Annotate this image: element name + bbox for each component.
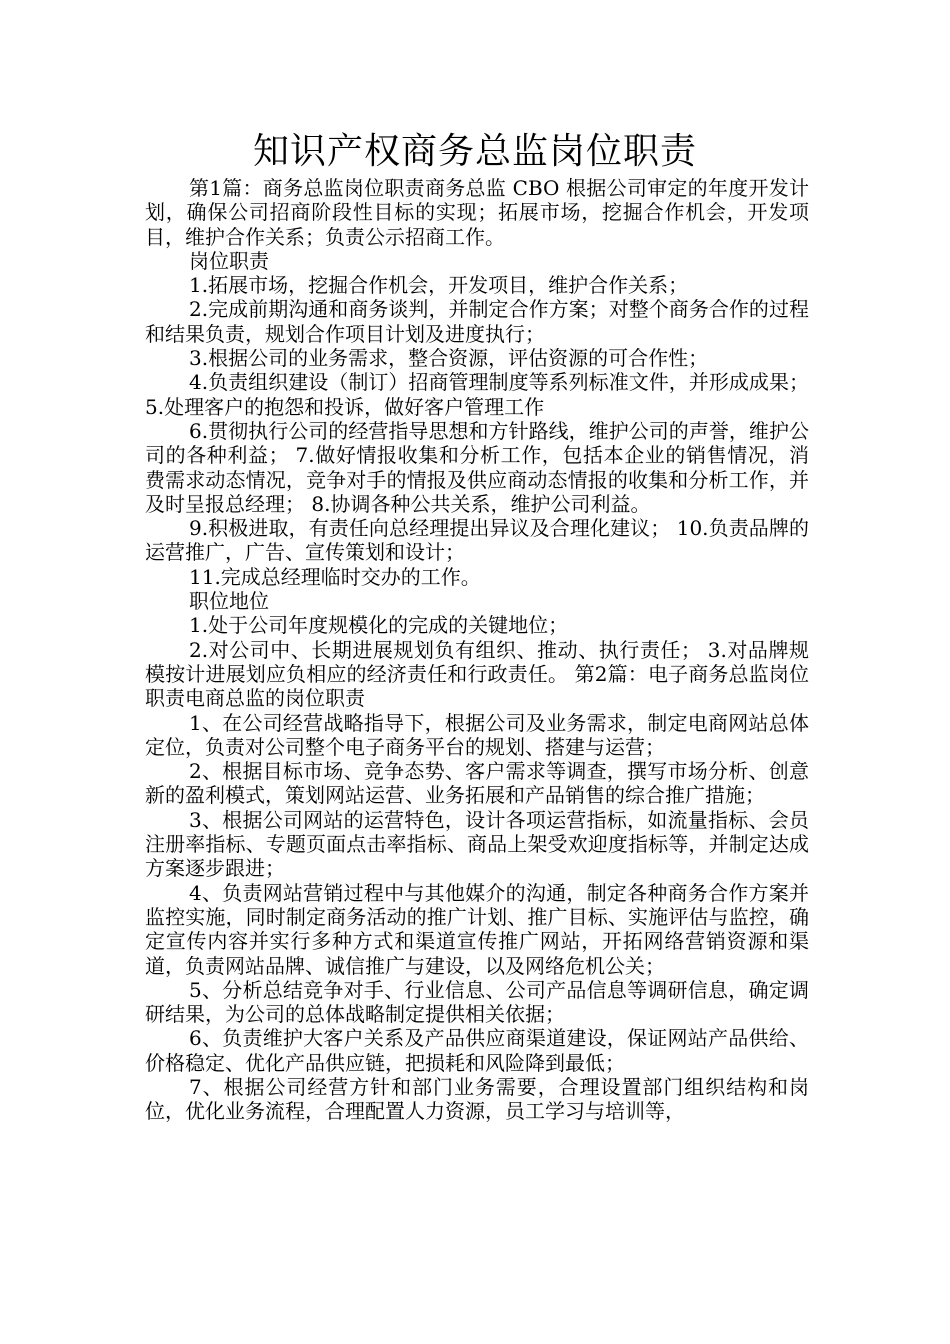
paragraph: 3、根据公司网站的运营特色，设计各项运营指标，如流量指标、会员注册率指标、专题页面点击率指标、商品上架受欢迎度指标等，并制定达成方案逐步跟进； [145,807,809,881]
paragraph: 2.对公司中、长期进展规划负有组织、推动、执行责任； 3.对品牌规模按计进展划应负相应的经济责任和行政责任。 第2篇：电子商务总监岗位职责电商总监的岗位职责 [145,637,809,711]
document-body [145,176,809,1124]
section-heading: 职位地位 [189,589,269,614]
paragraph: 1.拓展市场，挖掘合作机会，开发项目，维护合作关系； [189,273,689,298]
paragraph: 3.根据公司的业务需求，整合资源，评估资源的可合作性； [189,346,709,371]
paragraph: 1、在公司经营战略指导下，根据公司及业务需求，制定电商网站总体定位，负责对公司整个电子商务平台的规划、搭建与运营； [145,710,809,759]
paragraph: 6.贯彻执行公司的经营指导思想和方针路线，维护公司的声誉，维护公司的各种利益； 7.做好情报收集和分析工作，包括本企业的销售情况，消费需求动态情况，竞争对手的情报及供应商动态情报的收集和分析工作，并及时呈报总经理； 8.协调各种公共关系，维护公司利益。 [145,418,809,516]
document-title: 知识产权商务总监岗位职责 [252,131,697,172]
paragraph: 5、分析总结竞争对手、行业信息、公司产品信息等调研信息，确定调研结果，为公司的总体战略制定提供相关依据； [145,977,809,1027]
paragraph: 2、根据目标市场、竞争态势、客户需求等调查，撰写市场分析、创意新的盈利模式，策划网站运营、业务拓展和产品销售的综合推广措施； [145,759,809,808]
paragraph: 7、根据公司经营方针和部门业务需要，合理设置部门组织结构和岗位，优化业务流程，合理配置人力资源，员工学习与培训等， [145,1074,809,1124]
paragraph: 9.积极进取，有责任向总经理提出异议及合理化建议； 10.负责品牌的运营推广，广告、宣传策划和设计； [145,516,809,565]
paragraph: 第1篇：商务总监岗位职责商务总监 CBO 根据公司审定的年度开发计划，确保公司招商阶段性目标的实现；拓展市场，挖掘合作机会，开发项目，维护合作关系；负责公示招商工作。 [145,176,809,249]
paragraph: 2.完成前期沟通和商务谈判，并制定合作方案；对整个商务合作的过程和结果负责，规划合作项目计划及进度执行； [145,297,809,346]
paragraph: 1.处于公司年度规模化的完成的关键地位； [189,613,569,638]
paragraph: 4、负责网站营销过程中与其他媒介的沟通，制定各种商务合作方案并监控实施，同时制定商务活动的推广计划、推广目标、实施评估与监控，确定宣传内容并实行多种方式和渠道宣传推广网站，开拓网络营销资源和渠道，负责网站品牌、诚信推广与建设，以及网络危机公关； [145,880,809,978]
paragraph: 11.完成总经理临时交办的工作。 [189,564,481,589]
paragraph: 4.负责组织建设（制订）招商管理制度等系列标准文件，并形成成果； 5.处理客户的抱怨和投诉，做好客户管理工作 [145,370,809,419]
section-heading: 岗位职责 [189,248,269,273]
paragraph: 6、负责维护大客户关系及产品供应商渠道建设，保证网站产品供给、价格稳定、优化产品供应链，把损耗和风险降到最低； [145,1026,809,1075]
